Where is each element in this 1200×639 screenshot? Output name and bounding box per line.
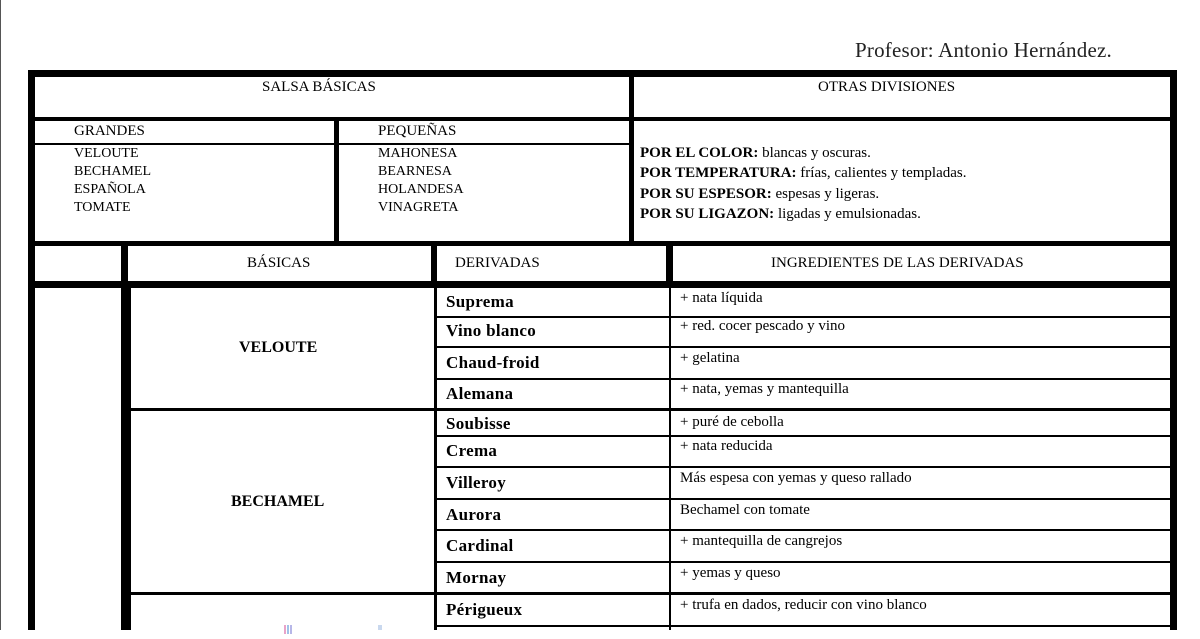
salsas-basicas-title: SALSA BÁSICAS (262, 79, 376, 95)
table-top-border (28, 70, 1176, 77)
ingrediente-cell: + mantequilla de cangrejos (680, 533, 843, 549)
ingrediente-cell: Bechamel con tomate (680, 502, 810, 518)
derivada-cell: Périgueux (446, 600, 523, 619)
ingrediente-cell: + yemas y queso (680, 565, 781, 581)
derivada-cell: Soubisse (446, 414, 511, 433)
ingrediente-cell: Más espesa con yemas y queso rallado (680, 470, 912, 486)
pequenas-title: PEQUEÑAS (378, 123, 457, 139)
table-right-border (1170, 70, 1177, 630)
division-text: frías, calientes y templadas. (796, 165, 967, 182)
group-divider (128, 592, 1170, 595)
page-left-edge (0, 0, 1, 630)
division-label: POR SU ESPESOR: (640, 185, 772, 202)
ingrediente-cell: + nata reducida (680, 438, 773, 454)
pequenas-list (378, 145, 464, 217)
otras-divisiones-list (640, 143, 966, 224)
row-divider (434, 435, 1170, 437)
group-divider (128, 408, 1170, 411)
header-row-bottom (35, 281, 1170, 288)
grandes-title: GRANDES (74, 123, 145, 139)
scan-artifact (284, 621, 294, 630)
list-item: VINAGRETA (378, 200, 459, 215)
grandes-pequenas-divider (334, 121, 339, 245)
division-label: POR SU LIGAZON: (640, 205, 775, 222)
division-text: ligadas y emulsionadas. (774, 205, 921, 222)
derivadas-left-line (434, 284, 437, 630)
derivadas-ingredientes-divider-hdr (666, 246, 673, 284)
list-item: ESPAÑOLA (74, 182, 146, 197)
ingredientes-left-line (669, 284, 671, 630)
author-credit: Profesor: Antonio Hernández. (855, 38, 1112, 62)
row-divider (434, 378, 1170, 380)
top-section-divider (629, 77, 634, 245)
basic-veloute: VELOUTE (239, 339, 318, 356)
derivada-cell: Mornay (446, 568, 507, 587)
derivada-cell: Crema (446, 441, 498, 460)
row-divider (434, 529, 1170, 531)
list-item: HOLANDESA (378, 182, 464, 197)
derivada-cell: Chaud-froid (446, 353, 540, 372)
top-header-divider (35, 117, 1170, 121)
division-text: blancas y oscuras. (758, 145, 871, 161)
division-line (640, 204, 966, 224)
list-item: BEARNESA (378, 164, 452, 179)
header-basicas: BÁSICAS (247, 255, 311, 271)
otras-divisiones-title: OTRAS DIVISIONES (818, 79, 956, 95)
list-item: TOMATE (74, 200, 131, 215)
row-divider (434, 625, 1170, 627)
top-section-bottom (35, 241, 1170, 246)
division-line (640, 163, 966, 183)
division-line (640, 184, 966, 204)
row-divider (434, 498, 1170, 500)
division-line (640, 143, 966, 163)
grandes-list (74, 145, 151, 217)
derivada-cell: Cardinal (446, 536, 514, 555)
derivada-cell: Aurora (446, 505, 502, 524)
basic-bechamel: BECHAMEL (231, 493, 325, 510)
derivada-cell: Vino blanco (446, 321, 537, 340)
division-label: POR TEMPERATURA: (640, 165, 797, 182)
derivada-cell: Villeroy (446, 473, 506, 492)
ingrediente-cell: + nata líquida (680, 290, 763, 306)
basicas-derivadas-divider-hdr (431, 246, 437, 284)
table-left-border (28, 70, 35, 630)
derivada-cell: Alemana (446, 384, 514, 403)
derivada-cell: Suprema (446, 292, 514, 311)
scan-artifact-dot (378, 625, 382, 630)
row-divider (434, 346, 1170, 348)
ingrediente-cell: + red. cocer pescado y vino (680, 318, 846, 334)
list-item: VELOUTE (74, 146, 139, 161)
list-item: MAHONESA (378, 146, 458, 161)
ingrediente-cell: + puré de cebolla (680, 414, 784, 430)
division-label: POR EL COLOR: (640, 145, 759, 161)
ingrediente-cell: + trufa en dados, reducir con vino blanco (680, 597, 927, 613)
basicas-left-line (128, 284, 131, 630)
list-item: BECHAMEL (74, 164, 151, 179)
header-derivadas: DERIVADAS (455, 255, 540, 271)
row-divider (434, 561, 1170, 563)
division-text: espesas y ligeras. (771, 185, 880, 202)
row-divider (434, 466, 1170, 468)
ingrediente-cell: + nata, yemas y mantequilla (680, 381, 849, 397)
header-ingredientes: INGREDIENTES DE LAS DERIVADAS (771, 255, 1024, 271)
first-col-divider (121, 246, 128, 630)
ingrediente-cell: + gelatina (680, 350, 740, 366)
